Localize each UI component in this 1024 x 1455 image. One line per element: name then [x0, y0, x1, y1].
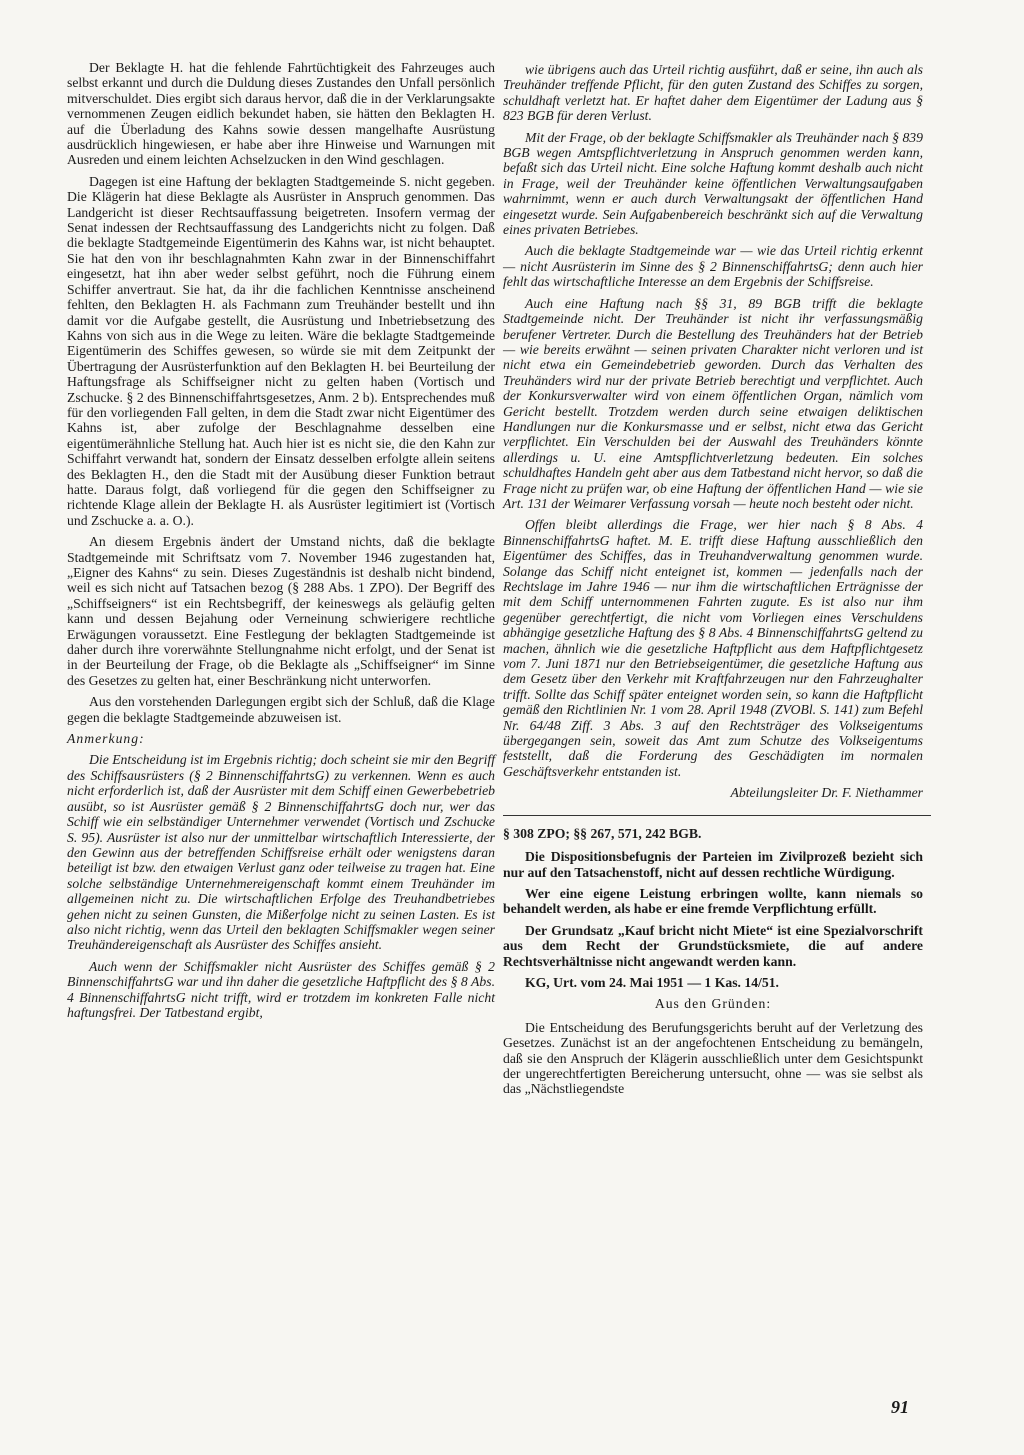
paragraph: An diesem Ergebnis ändert der Umstand nichts, daß die beklagte Stadtgemeinde mit Schriftsatz vom 7. November 1946 zugestanden hat, „Eigner des Kahns“ zu sein. Dieses Zugeständnis ist deshalb nicht bindend, weil es sich nicht auf Tatsachen bezog (§ 288 Abs. 1 ZPO). Der Begriff des „Schiffseigners“ ist ein Rechtsbegriff, der keineswegs als geläufig gelten kann und dessen Bejahung oder Verneinung schwierigere rechtliche Erwägungen voraussetzt. Eine Festlegung der beklagten Stadtgemeinde ist daher durch ihre vorerwähnte Stellungnahme nicht erfolgt, und der Senat ist in der Beurteilung der Frage, ob die Beklagte als „Schiffseigner“ im Sinne des Gesetzes zu gelten hat, einer Beschränkung nicht unterworfen.	[67, 534, 495, 688]
case-citation: KG, Urt. vom 24. Mai 1951 — 1 Kas. 14/51.	[525, 974, 779, 990]
annotation-heading: Anmerkung:	[67, 731, 145, 747]
right-column	[503, 62, 923, 1103]
annotation-paragraph: Offen bleibt allerdings die Frage, wer hier nach § 8 Abs. 4 BinnenschiffahrtsG haftet. M. E. trifft diese Haftung ausschließlich den Eigentümer des Schiffes, das in Treuhandverwaltung genommen wurde. Solange das Schiff nicht enteignet ist, kommen — jedenfalls nach der Rechtslage im Jahre 1946 — nur ihm die wirtschaftlichen Erträgnisse der mit dem Schiff unternommenen Fahrten zugute. Es ist also nur ihm gegenüber gerechtfertigt, die nicht vom Vorliegen eines Verschuldens abhängige gesetzliche Haftung des § 8 Abs. 4 BinnenschiffahrtsG geltend zu machen, ähnlich wie die gesetzliche Haftpflicht aus dem Haftpflichtgesetz vom 7. Juni 1871 nur den Betriebseigentümer, die gesetzliche Haftung aus dem Gesetz über den Verkehr mit Kraftfahrzeugen nur den Fahrzeughalter trifft. Sollte das Schiff später enteignet worden sein, so kann die Haftpflicht gemäß den Richtlinien Nr. 1 vom 28. April 1948 (ZVOBl. S. 141) zum Befehl Nr. 64/48 Ziff. 3 Abs. 3 auf den Rechtsträger des Volkseigentums übergegangen sein, soweit das Amt zum Schutze des Volkseigentums feststellt, daß die Forderung des Geschädigten im normalen Geschäftsverkehr entstanden ist.	[503, 517, 923, 779]
annotation-paragraph: Auch die beklagte Stadtgemeinde war — wie das Urteil richtig erkennt — nicht Ausrüsterin im Sinne des § 2 BinnenschiffahrtsG; denn auch hier fehlt das wirtschaftliche Interesse an dem Ergebnis der Schiffsreise.	[503, 243, 923, 290]
paragraph: Der Beklagte H. hat die fehlende Fahrtüchtigkeit des Fahrzeuges auch selbst erkannt und durch die Duldung dieses Zustandes den Unfall persönlich mitverschuldet. Dies ergibt sich daraus hervor, daß die in der Verklarungsakte vernommenen Zeugen eidlich bekundet haben, sie hätten den Beklagten H. auf die Überladung des Kahns sowie dessen mangelhafte Ausrüstung ausdrücklich hingewiesen, er habe aber ihre Hinweise und Warnungen mit Ausreden und einem leichten Achselzucken in den Wind geschlagen.	[67, 60, 495, 168]
section-divider	[503, 815, 931, 816]
annotation-paragraph: Die Entscheidung ist im Ergebnis richtig; doch scheint sie mir den Begriff des Schiffsausrüsters (§ 2 BinnenschiffahrtsG) zu verkennen. Wenn es auch nicht erforderlich ist, daß der Ausrüster mit dem Schiff einen Gewerbebetrieb ausübt, so ist Ausrüster gemäß § 2 BinnenschiffahrtsG doch nur, wer das Schiff wie ein selbständiger Unternehmer verwendet (Vortisch und Zschucke S. 95). Ausrüster ist also nur der unmittelbar wirtschaftlich Interessierte, der den Gewinn aus der betreffenden Schiffsreise erhält oder wenigstens daran beteiligt ist bzw. den etwaigen Verlust ganz oder teilweise zu tragen hat. Eine solche selbständige Unternehmereigenschaft kommt einem Treuhänder im allgemeinen nicht zu. Die wirtschaftlichen Erfolge des Treuhandbetriebes gehen nicht zu seinen Gunsten, die Mißerfolge nicht zu seinen Lasten. Es ist also nicht richtig, wenn das Urteil den beklagten Schiffsmakler wegen seiner Treuhändereigenschaft als Ausrüster des Schiffes ansieht.	[67, 752, 495, 953]
paragraph: Aus den vorstehenden Darlegungen ergibt sich der Schluß, daß die Klage gegen die beklagte Stadtgemeinde abzuweisen ist.	[67, 694, 495, 725]
headnote: Der Grundsatz „Kauf bricht nicht Miete“ ist eine Spezialvorschrift aus dem Recht der Grundstücksmiete, die auf andere Rechtsverhältnisse nicht angewandt werden kann.	[503, 922, 923, 969]
left-column	[67, 60, 495, 1026]
headnote: Wer eine eigene Leistung erbringen wollte, kann niemals so behandelt werden, als habe er eine fremde Verpflichtung erfüllt.	[503, 885, 923, 917]
annotation-paragraph: Mit der Frage, ob der beklagte Schiffsmakler als Treuhänder nach § 839 BGB wegen Amtspflichtverletzung in Anspruch genommen werden kann, befaßt sich das Urteil nicht. Eine solche Haftung kommt deshalb auch nicht in Frage, weil der Treuhänder keine öffentlichen Verwaltungsaufgaben wahrnimmt, wenn er auch durch Verwaltungsakt der öffentlichen Hand eingesetzt wurde. Sein Aufgabenbereich beschränkt sich auf die Verwaltung eines privaten Betriebes.	[503, 129, 923, 238]
author-signature: Abteilungsleiter Dr. F. Niethammer	[730, 785, 923, 801]
paragraph: Dagegen ist eine Haftung der beklagten Stadtgemeinde S. nicht gegeben. Die Klägerin hat diese Beklagte als Ausrüster in Anspruch genommen. Das Landgericht ist dieser Rechtsauffassung beigetreten. Insofern vermag der Senat indessen der Rechtsauffassung des Landgerichts nicht zu folgen. Daß die beklagte Stadtgemeinde Eigentümerin des Kahns war, ist nicht behauptet. Sie hat den von ihr beschlagnahmten Kahn zwar in der Binnenschiffahrt eingesetzt, hat ihn aber weder selbst geführt, noch die Führung einem Schiffer anvertraut. Sie hat, da ihr die fachlichen Kenntnisse anscheinend fehlten, den Beklagten H. als Fachmann zum Treuhänder bestellt und ihn damit vor die Aufgabe gestellt, die Ausrüstung und Inbetriebsetzung des Kahns von sich aus in die Wege zu leiten. Wäre die beklagte Stadtgemeinde Eigentümerin des Schiffes gewesen, so würde sie mit dem Zeitpunkt der Übertragung der Ausrüsterfunktion auf den Beklagten H. bei Beurteilung der Haftungsfrage als Schiffseigner nicht zu gelten haben (Vortisch und Zschucke. § 2 des Binnenschiffahrtsgesetzes, Anm. 2 b). Entsprechendes muß für den vorliegenden Fall gelten, in dem die Stadt zwar nicht Eigentümer des Kahns ist, aber zufolge der Beschlagnahme desselben eine eigentümerähnliche Stellung hat. Auch hier ist es nicht sie, die den Kahn zur Schiffahrt verwandt hat, sondern der Einsatz desselben erfolgte allein seitens des Beklagten H., den die Stadt mit der Ausübung dieser Funktion betraut hatte. Daraus folgt, daß vorliegend für die gegen den Schiffseigner zu richtende Klage allein der Beklagte H. als Ausrüster legitimiert ist (Vortisch und Zschucke a. a. O.).	[67, 173, 495, 528]
paragraph: Die Entscheidung des Berufungsgerichts beruht auf der Verletzung des Gesetzes. Zunächst ist an der angefochtenen Entscheidung zu bemängeln, daß sie den Anspruch der Klägerin ausschließlich unter dem Gesichtspunkt der ungerechtfertigten Bereicherung untersucht, ohne — was sie selbst als das „Nächstliegendste	[503, 1019, 923, 1097]
annotation-paragraph: wie übrigens auch das Urteil richtig ausführt, daß er seine, ihn auch als Treuhänder treffende Pflicht, für den guten Zustand des Schiffes zu sorgen, schuldhaft verletzt hat. Er haftet daher dem Eigentümer der Ladung aus § 823 BGB für deren Verlust.	[503, 62, 923, 124]
reasons-heading: Aus den Gründen:	[654, 996, 772, 1012]
annotation-paragraph: Auch wenn der Schiffsmakler nicht Ausrüster des Schiffes gemäß § 2 BinnenschiffahrtsG war und ihn daher die gesetzliche Haftpflicht des § 8 Abs. 4 BinnenschiffahrtsG nicht trifft, wird er trotzdem im konkreten Falle nicht haftungsfrei. Der Tatbestand ergibt,	[67, 958, 495, 1020]
page-number: 91	[891, 1397, 909, 1417]
annotation-paragraph: Auch eine Haftung nach §§ 31, 89 BGB trifft die beklagte Stadtgemeinde nicht. Der Treuhänder ist nicht ihr verfassungsmäßig berufener Vertreter. Durch die Bestellung des Treuhänders hat der Betrieb — wie bereits erwähnt — seinen privaten Charakter nicht verloren und ist nicht etwa ein Gemeindebetrieb geworden. Durch das Verhalten des Treuhänders wird nur der private Betrieb berechtigt und verpflichtet. Auch der Konkursverwalter wird von einem öffentlichen Organ, nämlich vom Gericht bestellt. Trotzdem werden durch seine etwaigen deliktischen Handlungen nur die Konkursmasse und er selbst, nicht etwa das Gericht verpflichtet. Ein Verschulden bei der Auswahl des Treuhänders könnte allerdings u. U. eine Amtspflichtverletzung bedeuten. Ein solches schuldhaftes Handeln geht aber aus dem Tatbestand nicht hervor, so daß die Frage nicht zu prüfen war, ob eine Haftung der öffentlichen Hand — wie sie Art. 131 der Weimarer Verfassung vorsah — heute noch besteht oder nicht.	[503, 295, 923, 511]
headnote: Die Dispositionsbefugnis der Parteien im Zivilprozeß bezieht sich nur auf den Tatsachenstoff, nicht auf dessen rechtliche Würdigung.	[503, 849, 923, 880]
law-reference-heading: § 308 ZPO; §§ 267, 571, 242 BGB.	[503, 825, 702, 841]
